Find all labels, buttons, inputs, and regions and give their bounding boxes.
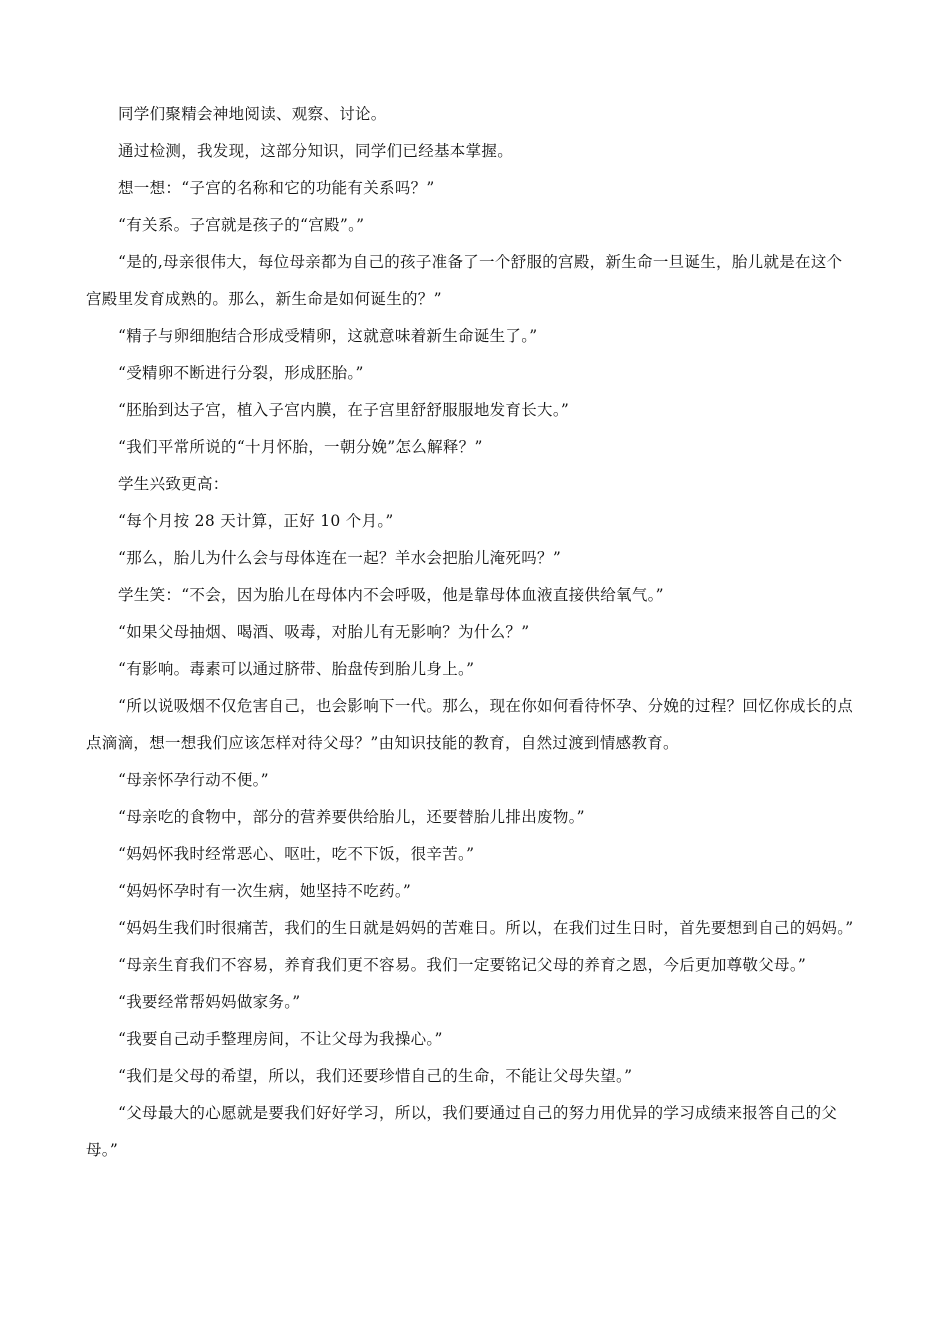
paragraph: “我要经常帮妈妈做家务。” bbox=[118, 993, 301, 1011]
paragraph: 学生笑：“不会，因为胎儿在母体内不会呼吸，他是靠母体血液直接供给氧气。” bbox=[118, 586, 664, 604]
paragraph: “如果父母抽烟、喝酒、吸毒，对胎儿有无影响？为什么？” bbox=[118, 623, 530, 641]
paragraph: “父母最大的心愿就是要我们好好学习，所以，我们要通过自己的努力用优异的学习成绩来报答自己的父母。” bbox=[86, 1104, 838, 1159]
paragraph: “我要自己动手整理房间，不让父母为我操心。” bbox=[118, 1030, 443, 1048]
paragraph: “母亲生育我们不容易，养育我们更不容易。我们一定要铭记父母的养育之恩，今后更加尊敬父母。” bbox=[118, 956, 807, 974]
paragraph: “妈妈怀孕时有一次生病，她坚持不吃药。” bbox=[118, 882, 412, 900]
paragraph: “是的,母亲很伟大，每位母亲都为自己的孩子准备了一个舒服的宫殿，新生命一旦诞生，胎儿就是在这个宫殿里发育成熟的。那么，新生命是如何诞生的？” bbox=[86, 253, 843, 308]
paragraph: “受精卵不断进行分裂，形成胚胎。” bbox=[118, 364, 364, 382]
paragraph: “有关系。子宫就是孩子的“宫殿”。” bbox=[118, 216, 365, 234]
paragraph: 同学们聚精会神地阅读、观察、讨论。 bbox=[118, 105, 387, 123]
paragraph: “有影响。毒素可以通过脐带、胎盘传到胎儿身上。” bbox=[118, 660, 475, 678]
paragraph: “妈妈生我们时很痛苦，我们的生日就是妈妈的苦难日。所以，在我们过生日时，首先要想到自己的妈妈。” bbox=[118, 919, 854, 937]
paragraph: “每个月按 28 天计算，正好 10 个月。” bbox=[118, 512, 394, 530]
paragraph: “妈妈怀我时经常恶心、呕吐，吃不下饭，很辛苦。” bbox=[118, 845, 475, 863]
paragraph: “母亲怀孕行动不便。” bbox=[118, 771, 269, 789]
paragraph: “胚胎到达子宫，植入子宫内膜，在子宫里舒舒服服地发育长大。” bbox=[118, 401, 570, 419]
paragraph: “所以说吸烟不仅危害自己，也会影响下一代。那么，现在你如何看待怀孕、分娩的过程？回忆你成长的点点滴滴，想一想我们应该怎样对待父母？”由知识技能的教育，自然过渡到情感教育。 bbox=[86, 697, 854, 752]
paragraph: “精子与卵细胞结合形成受精卵，这就意味着新生命诞生了。” bbox=[118, 327, 538, 345]
paragraph: 想一想：“子宫的名称和它的功能有关系吗？” bbox=[118, 179, 435, 197]
paragraph: 学生兴致更高： bbox=[118, 475, 229, 493]
paragraph: “那么，胎儿为什么会与母体连在一起？羊水会把胎儿淹死吗？” bbox=[118, 549, 562, 567]
document-body bbox=[86, 96, 858, 1169]
paragraph: “我们平常所说的“十月怀胎，一朝分娩”怎么解释？” bbox=[118, 438, 483, 456]
paragraph: “母亲吃的食物中，部分的营养要供给胎儿，还要替胎儿排出废物。” bbox=[118, 808, 585, 826]
paragraph: “我们是父母的希望，所以，我们还要珍惜自己的生命，不能让父母失望。” bbox=[118, 1067, 633, 1085]
paragraph: 通过检测，我发现，这部分知识，同学们已经基本掌握。 bbox=[118, 142, 514, 160]
